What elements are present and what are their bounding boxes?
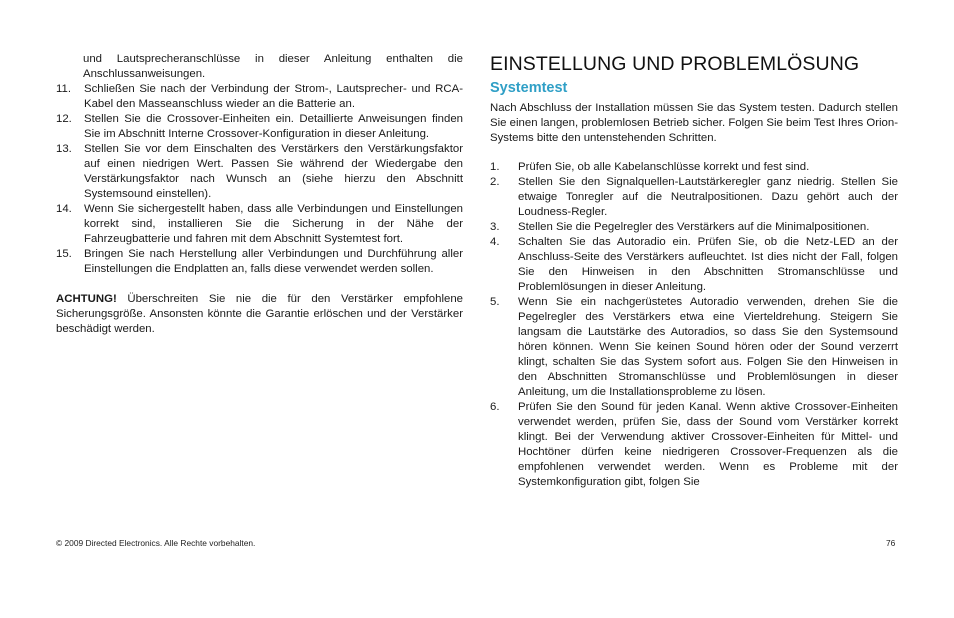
list-continuation: und Lautsprecheranschlüsse in dieser Anleitung enthalten die Anschlussanweisungen. bbox=[83, 53, 463, 80]
system-test-steps-list bbox=[490, 160, 898, 490]
section-heading: EINSTELLUNG UND PROBLEMLÖSUNG bbox=[490, 53, 860, 75]
warning-label: ACHTUNG! bbox=[56, 293, 117, 305]
step-number: 5. bbox=[490, 296, 500, 308]
step-text: Bringen Sie nach Herstellung aller Verbindungen und Durchführung aller Einstellungen die Endplatten an, falls diese verwendet werden sollen. bbox=[84, 248, 463, 275]
step-number: 15. bbox=[56, 248, 72, 260]
step-text: Schließen Sie nach der Verbindung der Strom-, Lautsprecher- und RCA-Kabel den Masseanschluss wieder an die Batterie an. bbox=[84, 83, 463, 110]
step-text: Stellen Sie die Crossover-Einheiten ein. Detaillierte Anweisungen finden Sie im Abschnitt Interne Crossover-Konfiguration in dieser Anleitung. bbox=[84, 113, 463, 140]
list-item bbox=[56, 247, 463, 277]
list-item bbox=[490, 160, 898, 175]
step-number: 13. bbox=[56, 143, 72, 155]
spacer bbox=[490, 146, 898, 160]
step-number: 3. bbox=[490, 221, 500, 233]
step-number: 14. bbox=[56, 203, 72, 215]
step-text: Stellen Sie vor dem Einschalten des Verstärkers den Verstärkungsfaktor auf einen niedrigen Wert. Passen Sie während der Wiedergabe den Verstärkungsfaktor nach Wunsch an (siehe hierzu den Abschnitt Systemsound einstellen). bbox=[84, 143, 463, 200]
list-item bbox=[490, 400, 898, 490]
step-number: 4. bbox=[490, 236, 500, 248]
step-number: 2. bbox=[490, 176, 500, 188]
installation-steps-list bbox=[56, 82, 463, 277]
step-text: Wenn Sie sichergestellt haben, dass alle Verbindungen und Einstellungen korrekt sind, installieren Sie die Sicherung in der Nähe der Fahrzeugbatterie und fahren mit dem Abschnitt Systemtest fort. bbox=[84, 203, 463, 245]
warning-text: Überschreiten Sie nie die für den Verstärker empfohlene Sicherungsgröße. Ansonsten könnte die Garantie erlöschen und der Verstärker beschädigt werden. bbox=[56, 293, 463, 335]
list-item bbox=[490, 175, 898, 220]
subsection-heading: Systemtest bbox=[490, 80, 568, 96]
page-number: 76 bbox=[886, 538, 896, 548]
right-column bbox=[490, 52, 898, 490]
left-column bbox=[56, 52, 463, 337]
list-item bbox=[490, 220, 898, 235]
step-number: 12. bbox=[56, 113, 72, 125]
list-item bbox=[56, 202, 463, 247]
step-text: Schalten Sie das Autoradio ein. Prüfen Sie, ob die Netz-LED an der Anschluss-Seite des Verstärkers aufleuchtet. Ist dies nicht der Fall, folgen Sie den Hinweisen in den Abschnitten Stromanschlüsse und Problemlösungen in dieser Anleitung. bbox=[518, 236, 898, 293]
list-item bbox=[56, 142, 463, 202]
step-text: Stellen Sie die Pegelregler des Verstärkers auf die Minimalpositionen. bbox=[518, 221, 870, 233]
step-text: Wenn Sie ein nachgerüstetes Autoradio verwenden, drehen Sie die Pegelregler des Verstärkers etwa eine Vierteldrehung. Steigern Sie langsam die Lautstärke des Autoradios, so dass Sie den Systemsound hören können. Wenn Sie keinen Sound hören oder der Sound verzerrt klingt, schalten Sie das System sofort aus. Folgen Sie den Hinweisen in den Abschnitten Stromanschlüsse und Problemlösungen in dieser Anleitung, um die Installationsprobleme zu lösen. bbox=[518, 296, 898, 398]
step-text: Prüfen Sie den Sound für jeden Kanal. Wenn aktive Crossover-Einheiten verwendet werden, prüfen Sie, dass der Sound vom Verstärker korrekt klingt. Bei der Verwendung aktiver Crossover-Einheiten für Mittel- und Hochtöner dürfen keine niedrigeren Crossover-Frequenzen als die empfohlenen verwendet werden. Wenn es Probleme mit der Systemkonfiguration gibt, folgen Sie bbox=[518, 401, 898, 488]
intro-paragraph: Nach Abschluss der Installation müssen Sie das System testen. Dadurch stellen Sie einen langen, problemlosen Betrieb sicher. Folgen Sie beim Test Ihres Orion-Systems bitte den untenstehenden Schritten. bbox=[490, 102, 898, 144]
spacer bbox=[56, 277, 463, 292]
step-text: Stellen Sie den Signalquellen-Lautstärkeregler ganz niedrig. Stellen Sie etwaige Tonregler auf die Neutralpositionen. Dazu gehört auch der Loudness-Regler. bbox=[518, 176, 898, 218]
step-number: 11. bbox=[56, 83, 71, 95]
copyright-footer: © 2009 Directed Electronics. Alle Rechte vorbehalten. bbox=[56, 538, 256, 548]
step-number: 6. bbox=[490, 401, 500, 413]
list-item bbox=[490, 295, 898, 400]
warning-note bbox=[56, 292, 463, 337]
step-number: 1. bbox=[490, 161, 500, 173]
list-item bbox=[56, 112, 463, 142]
step-text: Prüfen Sie, ob alle Kabelanschlüsse korrekt und fest sind. bbox=[518, 161, 810, 173]
list-item bbox=[490, 235, 898, 295]
list-item bbox=[56, 82, 463, 112]
